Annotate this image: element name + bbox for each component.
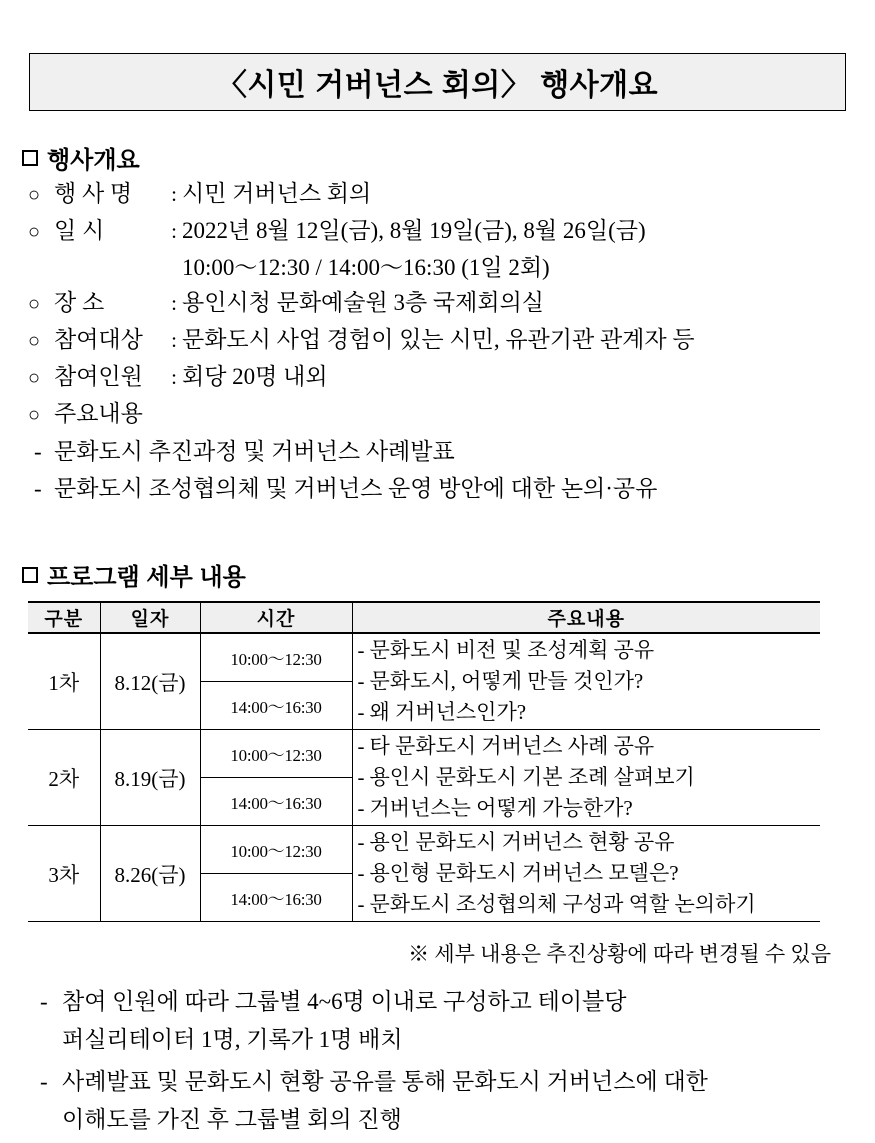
dash-bullet-icon: -: [357, 734, 365, 758]
bottom-note-text: 퍼실리테이터 1명, 기록가 1명 배치: [62, 1027, 403, 1052]
dash-bullet-icon: -: [34, 439, 42, 464]
dash-bullet-icon: -: [357, 700, 365, 724]
column-header-gubun: 구분: [28, 602, 100, 633]
overview-colon: :: [171, 182, 177, 206]
overview-value-event-name: 시민 거버넌스 회의: [182, 181, 372, 206]
cell-time-morning: 10:00〜12:30: [200, 730, 352, 778]
overview-value-datetime: 2022년 8월 12일(금), 8월 19일(금), 8월 26일(금): [182, 218, 646, 243]
content-line: [353, 762, 821, 793]
dash-bullet-icon: -: [40, 989, 48, 1014]
overview-main-content-item-text: 문화도시 조성협의체 및 거버넌스 운영 방안에 대한 논의·공유: [54, 476, 658, 501]
content-line: [353, 666, 821, 697]
table-row: [28, 826, 820, 874]
content-line-text: 용인시 문화도시 기본 조례 살펴보기: [369, 765, 695, 789]
dash-bullet-icon: -: [357, 638, 365, 662]
column-header-sigan: 시간: [200, 602, 352, 633]
overview-colon: :: [171, 328, 177, 352]
dash-bullet-icon: -: [34, 476, 42, 501]
circle-bullet-icon: ○: [28, 184, 41, 206]
table-row: [28, 730, 820, 778]
content-line: [353, 858, 821, 889]
content-line-text: 타 문화도시 거버넌스 사례 공유: [369, 734, 655, 758]
bottom-note-item: [40, 1063, 860, 1139]
overview-label-headcount: 참여인원: [54, 364, 143, 389]
overview-colon: :: [171, 365, 177, 389]
cell-time-morning: 10:00〜12:30: [200, 633, 352, 682]
overview-row-main-content: [28, 396, 858, 433]
dash-bullet-icon: -: [40, 1069, 48, 1094]
dash-bullet-icon: -: [357, 861, 365, 885]
overview-row-headcount: [28, 359, 858, 396]
square-bullet-icon: [22, 150, 38, 166]
overview-main-content-item: [28, 470, 858, 507]
table-row: [28, 633, 820, 682]
cell-time-morning: 10:00〜12:30: [200, 826, 352, 874]
dash-bullet-icon: -: [357, 830, 365, 854]
column-header-ilja: 일자: [100, 602, 200, 633]
section-heading-program-label: 프로그램 세부 내용: [47, 564, 246, 591]
overview-list: [28, 176, 858, 507]
content-line: [353, 889, 821, 920]
cell-ilja: 8.12(금): [100, 633, 200, 730]
dash-bullet-icon: -: [357, 892, 365, 916]
overview-row-event-name: [28, 176, 858, 213]
content-line: [353, 793, 821, 824]
circle-bullet-icon: ○: [28, 404, 41, 426]
overview-label-participants: 참여대상: [54, 327, 143, 352]
overview-label-place: 장 소: [54, 290, 105, 315]
content-line-text: 문화도시 비전 및 조성계획 공유: [369, 638, 655, 662]
overview-colon: :: [171, 219, 177, 243]
overview-value-headcount: 회당 20명 내외: [182, 364, 328, 389]
content-line: [353, 635, 821, 666]
content-line-text: 용인형 문화도시 거버넌스 모델은?: [369, 861, 679, 885]
dash-bullet-icon: -: [357, 796, 365, 820]
overview-value-datetime-times: 10:00〜12:30 / 14:00〜16:30 (1일 2회): [182, 255, 550, 280]
cell-time-afternoon: 14:00〜16:30: [200, 874, 352, 922]
document-title-box: [29, 53, 846, 111]
cell-time-afternoon: 14:00〜16:30: [200, 682, 352, 730]
section-heading-program: [22, 557, 246, 592]
content-line-text: 왜 거버넌스인가?: [369, 700, 527, 724]
table-body: [28, 633, 820, 922]
table-header: [28, 602, 820, 633]
dash-bullet-icon: -: [357, 669, 365, 693]
cell-gubun: 1차: [28, 633, 100, 730]
overview-label-main-content: 주요내용: [54, 401, 143, 426]
table-footnote: ※ 세부 내용은 추진상황에 따라 변경될 수 있음: [408, 942, 831, 966]
circle-bullet-icon: ○: [28, 330, 41, 352]
overview-row-participants: [28, 322, 858, 359]
indent-spacer: [28, 250, 182, 285]
overview-main-content-item: [28, 433, 858, 470]
bottom-note-line: [40, 1063, 860, 1101]
cell-ilja: 8.26(금): [100, 826, 200, 922]
section-heading-overview-label: 행사개요: [47, 147, 140, 174]
cell-time-afternoon: 14:00〜16:30: [200, 778, 352, 826]
circle-bullet-icon: ○: [28, 293, 41, 315]
cell-content: [352, 633, 820, 730]
circle-bullet-icon: ○: [28, 367, 41, 389]
circle-bullet-icon: ○: [28, 221, 41, 243]
cell-gubun: 2차: [28, 730, 100, 826]
content-line-text: 거버넌스는 어떻게 가능한가?: [369, 796, 633, 820]
overview-label-event-name: 행 사 명: [54, 181, 133, 206]
overview-colon: :: [171, 291, 177, 315]
bottom-note-item: [40, 983, 860, 1059]
bottom-note-line: [40, 983, 860, 1021]
content-line-text: 용인 문화도시 거버넌스 현황 공유: [369, 830, 675, 854]
overview-row-datetime: [28, 213, 858, 250]
bottom-note-text: 참여 인원에 따라 그룹별 4~6명 이내로 구성하고 테이블당: [62, 989, 627, 1014]
cell-ilja: 8.19(금): [100, 730, 200, 826]
overview-label-datetime: 일 시: [54, 218, 105, 243]
content-line-text: 문화도시, 어떻게 만들 것인가?: [369, 669, 644, 693]
table-header-row: [28, 602, 820, 633]
bottom-note-text: 이해도를 가진 후 그룹별 회의 진행: [62, 1107, 402, 1132]
section-heading-overview: [22, 140, 140, 175]
overview-value-place: 용인시청 문화예술원 3층 국제회의실: [182, 290, 545, 315]
content-line: [353, 697, 821, 728]
overview-row-place: [28, 285, 858, 322]
column-header-naeyong: 주요내용: [352, 602, 820, 633]
content-line: [353, 827, 821, 858]
square-bullet-icon: [22, 567, 38, 583]
overview-main-content-item-text: 문화도시 추진과정 및 거버넌스 사례발표: [54, 439, 455, 464]
program-schedule-table: [28, 601, 820, 922]
bottom-notes-list: [40, 983, 860, 1143]
cell-content: [352, 730, 820, 826]
content-line-text: 문화도시 조성협의체 구성과 역할 논의하기: [369, 892, 756, 916]
content-line: [353, 731, 821, 762]
overview-value-participants: 문화도시 사업 경험이 있는 시민, 유관기관 관계자 등: [182, 327, 695, 352]
dash-bullet-icon: -: [357, 765, 365, 789]
cell-content: [352, 826, 820, 922]
bottom-note-text: 사례발표 및 문화도시 현황 공유를 통해 문화도시 거버넌스에 대한: [62, 1069, 708, 1094]
overview-row-datetime-continuation: [28, 250, 858, 285]
page-title: 〈시민 거버넌스 회의〉 행사개요: [216, 69, 659, 102]
cell-gubun: 3차: [28, 826, 100, 922]
